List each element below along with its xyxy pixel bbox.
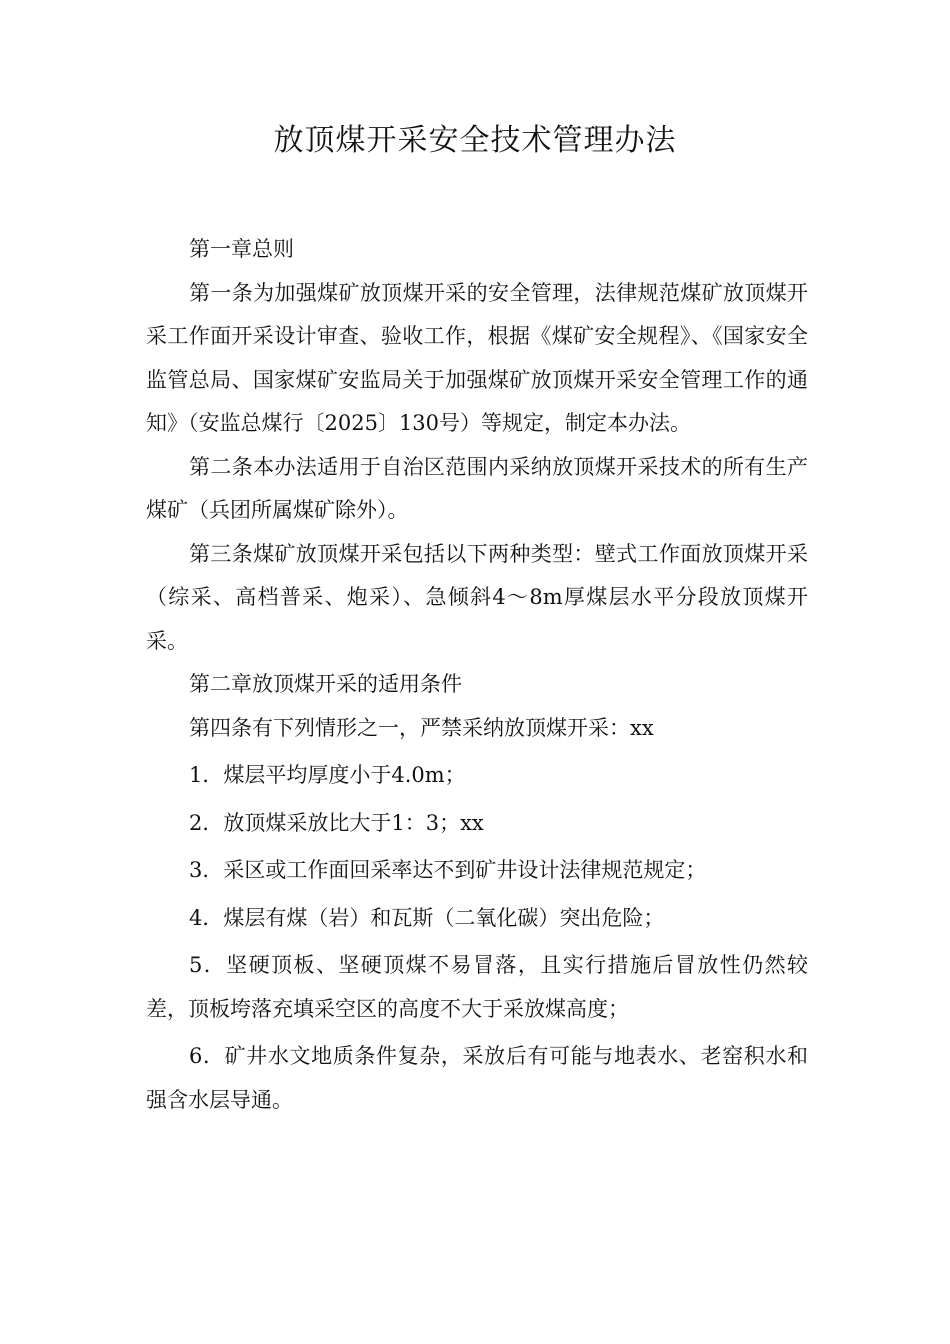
list-item: 5．坚硬顶板、坚硬顶煤不易冒落，且实行措施后冒放性仍然较差，顶板垮落充填采空区的高度不大于采放煤高度； <box>146 953 808 1021</box>
article-paragraph: 第一条为加强煤矿放顶煤开采的安全管理，法律规范煤矿放顶煤开采工作面开采设计审查、验收工作，根据《煤矿安全规程》、《国家安全监管总局、国家煤矿安监局关于加强煤矿放顶煤开采安全管理工作的通知》（安监总煤行〔2025〕130号）等规定，制定本办法。 <box>146 280 808 435</box>
list-item: 2．放顶煤采放比大于1：3；xx <box>189 810 484 835</box>
article-paragraph: 第四条有下列情形之一，严禁采纳放顶煤开采：xx <box>189 715 654 740</box>
document-body <box>146 228 808 1122</box>
list-item: 4．煤层有煤（岩）和瓦斯（二氧化碳）突出危险； <box>189 905 665 930</box>
article-paragraph: 第二条本办法适用于自治区范围内采纳放顶煤开采技术的所有生产煤矿（兵团所属煤矿除外）。 <box>146 454 808 522</box>
list-item: 1．煤层平均厚度小于4.0m； <box>189 763 466 787</box>
document-title: 放顶煤开采安全技术管理办法 <box>273 123 677 158</box>
chapter-heading: 第二章放顶煤开采的适用条件 <box>189 672 462 696</box>
article-paragraph: 第三条煤矿放顶煤开采包括以下两种类型：壁式工作面放顶煤开采（综采、高档普采、炮采）、急倾斜4～8m厚煤层水平分段放顶煤开采。 <box>146 541 808 653</box>
list-item: 3．采区或工作面回采率达不到矿井设计法律规范规定； <box>189 858 707 882</box>
list-item: 6．矿井水文地质条件复杂，采放后有可能与地表水、老窑积水和强含水层导通。 <box>146 1044 808 1112</box>
chapter-heading: 第一章总则 <box>189 237 294 261</box>
